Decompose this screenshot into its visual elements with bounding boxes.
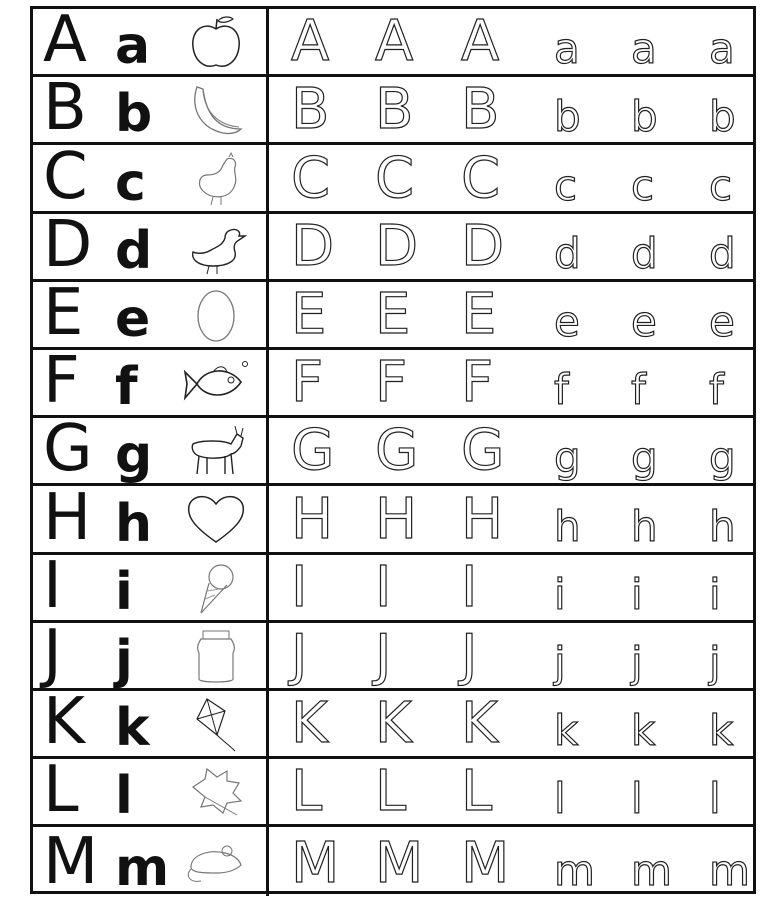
letter-model-cell <box>33 753 269 828</box>
letter-model-cell <box>33 139 269 214</box>
dotted-lowercase-trace: g <box>709 433 736 483</box>
dotted-lowercase-trace: i <box>554 569 566 619</box>
dotted-uppercase-trace: F <box>461 350 494 416</box>
letter-row-b <box>33 71 753 146</box>
uppercase-letter: M <box>43 824 99 899</box>
fish-icon <box>183 354 249 412</box>
tracing-area <box>269 9 753 74</box>
tracing-area <box>269 282 753 347</box>
dotted-lowercase-trace: c <box>709 160 733 210</box>
tracing-area <box>269 350 753 415</box>
letter-model-cell <box>33 616 269 691</box>
letter-model-cell <box>33 685 269 760</box>
dotted-lowercase-trace: m <box>709 845 750 895</box>
chicken-icon <box>183 149 249 207</box>
uppercase-letter: A <box>43 3 87 78</box>
alphabet-tracing-worksheet <box>30 3 756 899</box>
duck-icon <box>183 218 249 276</box>
dotted-uppercase-trace: B <box>461 77 500 143</box>
dotted-lowercase-trace: i <box>709 569 721 619</box>
dotted-uppercase-trace: A <box>461 9 500 75</box>
tracing-area <box>269 418 753 483</box>
lowercase-letter: e <box>115 288 151 349</box>
tracing-area <box>269 555 753 620</box>
dotted-uppercase-trace: G <box>375 418 419 484</box>
dotted-uppercase-trace: E <box>461 281 497 347</box>
letter-row-i <box>33 548 753 623</box>
dotted-uppercase-trace: F <box>291 350 324 416</box>
leaf-icon <box>183 763 249 821</box>
lowercase-letter: j <box>115 629 133 690</box>
lowercase-letter: c <box>115 152 146 213</box>
dotted-uppercase-trace: L <box>291 759 323 825</box>
letter-row-e <box>33 275 753 350</box>
uppercase-letter: I <box>43 548 62 623</box>
dotted-uppercase-trace: G <box>291 418 335 484</box>
dotted-uppercase-trace: C <box>291 145 331 211</box>
dotted-lowercase-trace: b <box>709 92 736 142</box>
dotted-uppercase-trace: D <box>291 213 335 279</box>
uppercase-letter: C <box>43 139 88 214</box>
dotted-lowercase-trace: h <box>554 501 581 551</box>
lowercase-letter: m <box>115 837 170 898</box>
letter-row-k <box>33 685 753 760</box>
mouse-icon <box>183 831 249 889</box>
dotted-lowercase-trace: m <box>554 845 595 895</box>
letter-row-f <box>33 344 753 419</box>
tracing-area <box>269 145 753 210</box>
dotted-lowercase-trace: l <box>554 774 566 824</box>
egg-icon <box>183 286 249 344</box>
letter-model-cell <box>33 548 269 623</box>
ice-cream-icon <box>183 559 249 617</box>
banana-icon <box>183 81 249 139</box>
letter-row-a <box>33 3 753 78</box>
dotted-uppercase-trace: G <box>461 418 505 484</box>
dotted-uppercase-trace: H <box>291 486 334 552</box>
heart-icon <box>183 490 249 548</box>
dotted-uppercase-trace: M <box>375 830 424 896</box>
dotted-uppercase-trace: K <box>461 691 498 757</box>
dotted-uppercase-trace: A <box>375 9 414 75</box>
dotted-uppercase-trace: C <box>375 145 415 211</box>
dotted-uppercase-trace: J <box>461 622 478 688</box>
dotted-lowercase-trace: j <box>554 637 566 687</box>
dotted-lowercase-trace: d <box>709 228 736 278</box>
dotted-lowercase-trace: g <box>631 433 658 483</box>
tracing-area <box>269 759 753 824</box>
lowercase-letter: d <box>115 220 153 281</box>
dotted-lowercase-trace: j <box>631 637 643 687</box>
dotted-uppercase-trace: E <box>291 281 327 347</box>
dotted-lowercase-trace: d <box>631 228 658 278</box>
dotted-uppercase-trace: E <box>375 281 411 347</box>
dotted-uppercase-trace: H <box>375 486 418 552</box>
dotted-lowercase-trace: c <box>554 160 578 210</box>
dotted-lowercase-trace: j <box>709 637 721 687</box>
tracing-area <box>269 827 753 895</box>
uppercase-letter: F <box>43 344 80 419</box>
letter-row-c <box>33 139 753 214</box>
dotted-lowercase-trace: e <box>554 296 580 346</box>
dotted-uppercase-trace: K <box>291 691 328 757</box>
dotted-uppercase-trace: M <box>461 830 510 896</box>
letter-model-cell <box>33 3 269 78</box>
dotted-lowercase-trace: f <box>631 365 646 415</box>
letter-model-cell <box>33 275 269 350</box>
tracing-area <box>269 214 753 279</box>
uppercase-letter: J <box>43 616 62 691</box>
dotted-uppercase-trace: C <box>461 145 501 211</box>
dotted-lowercase-trace: e <box>631 296 657 346</box>
letter-model-cell <box>33 412 269 487</box>
dotted-lowercase-trace: f <box>709 365 724 415</box>
dotted-lowercase-trace: b <box>554 92 581 142</box>
tracing-area <box>269 623 753 688</box>
lowercase-letter: l <box>115 766 133 827</box>
dotted-lowercase-trace: c <box>631 160 655 210</box>
dotted-uppercase-trace: H <box>461 486 504 552</box>
letter-row-d <box>33 207 753 282</box>
letter-row-m <box>33 824 753 899</box>
apple-icon <box>183 13 249 71</box>
dotted-uppercase-trace: M <box>291 830 340 896</box>
dotted-uppercase-trace: I <box>375 554 392 620</box>
lowercase-letter: a <box>115 16 151 77</box>
kite-icon <box>183 695 249 753</box>
letter-row-j <box>33 616 753 691</box>
lowercase-letter: i <box>115 561 133 622</box>
dotted-uppercase-trace: D <box>375 213 419 279</box>
dotted-lowercase-trace: b <box>631 92 658 142</box>
dotted-lowercase-trace: f <box>554 365 569 415</box>
dotted-uppercase-trace: I <box>291 554 308 620</box>
dotted-lowercase-trace: a <box>709 24 735 74</box>
dotted-uppercase-trace: B <box>375 77 414 143</box>
uppercase-letter: E <box>43 275 84 350</box>
dotted-uppercase-trace: I <box>461 554 478 620</box>
uppercase-letter: K <box>43 685 85 760</box>
dotted-uppercase-trace: B <box>291 77 330 143</box>
dotted-uppercase-trace: K <box>375 691 412 757</box>
uppercase-letter: G <box>43 412 93 487</box>
dotted-lowercase-trace: g <box>554 433 581 483</box>
dotted-lowercase-trace: k <box>554 706 579 756</box>
dotted-lowercase-trace: h <box>631 501 658 551</box>
dotted-lowercase-trace: d <box>554 228 581 278</box>
uppercase-letter: L <box>43 753 79 828</box>
uppercase-letter: D <box>43 207 93 282</box>
letter-model-cell <box>33 480 269 555</box>
uppercase-letter: H <box>43 480 92 555</box>
tracing-area <box>269 77 753 142</box>
dotted-lowercase-trace: k <box>631 706 656 756</box>
letter-model-cell <box>33 824 269 899</box>
dotted-uppercase-trace: D <box>461 213 505 279</box>
dotted-lowercase-trace: a <box>554 24 580 74</box>
letter-model-cell <box>33 344 269 419</box>
letter-model-cell <box>33 71 269 146</box>
lowercase-letter: b <box>115 84 153 145</box>
lowercase-letter: h <box>115 493 153 554</box>
dotted-uppercase-trace: L <box>375 759 407 825</box>
dotted-uppercase-trace: A <box>291 9 330 75</box>
lowercase-letter: f <box>115 357 138 418</box>
jar-icon <box>183 627 249 685</box>
lowercase-letter: k <box>115 698 150 759</box>
letter-row-l <box>33 753 753 828</box>
dotted-uppercase-trace: J <box>291 622 308 688</box>
dotted-lowercase-trace: l <box>709 774 721 824</box>
letter-model-cell <box>33 207 269 282</box>
dotted-lowercase-trace: e <box>709 296 735 346</box>
dotted-lowercase-trace: h <box>709 501 736 551</box>
tracing-area <box>269 691 753 756</box>
goat-icon <box>183 422 249 480</box>
dotted-lowercase-trace: l <box>631 774 643 824</box>
dotted-uppercase-trace: L <box>461 759 493 825</box>
dotted-lowercase-trace: i <box>631 569 643 619</box>
dotted-lowercase-trace: a <box>631 24 657 74</box>
letter-row-h <box>33 480 753 555</box>
tracing-area <box>269 486 753 551</box>
dotted-lowercase-trace: m <box>631 845 672 895</box>
uppercase-letter: B <box>43 71 87 146</box>
dotted-lowercase-trace: k <box>709 706 734 756</box>
dotted-uppercase-trace: F <box>375 350 408 416</box>
dotted-uppercase-trace: J <box>375 622 392 688</box>
letter-row-g <box>33 412 753 487</box>
lowercase-letter: g <box>115 425 153 486</box>
